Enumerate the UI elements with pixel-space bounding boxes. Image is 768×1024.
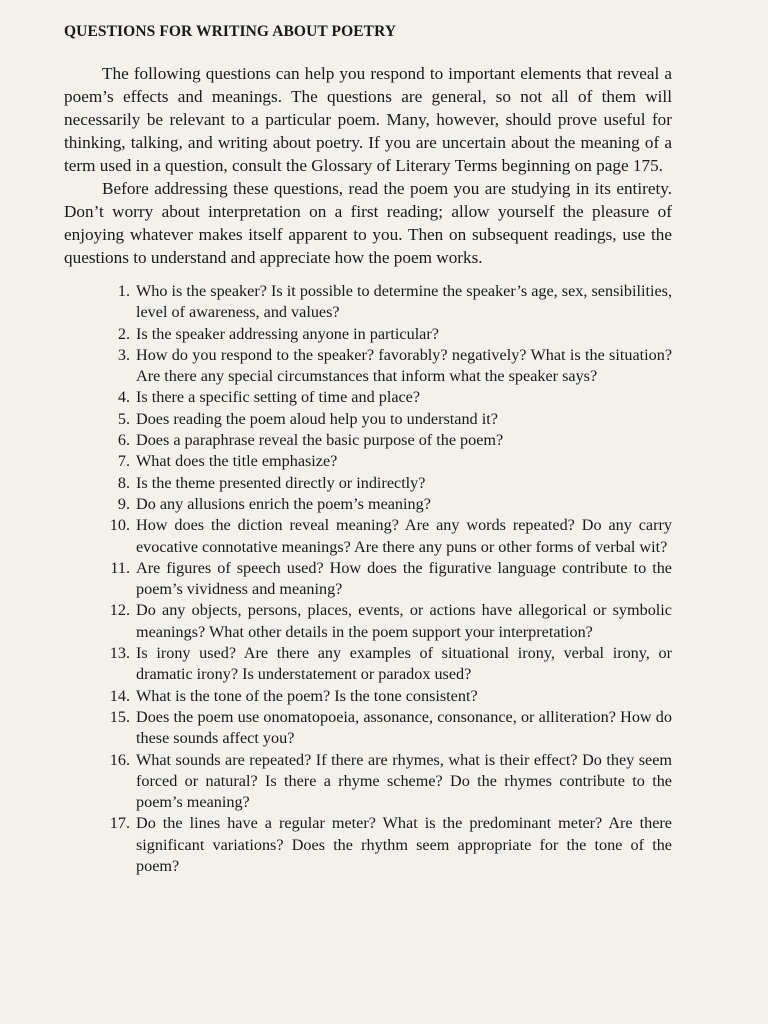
question-number: 17. — [109, 814, 130, 833]
question-number: 10. — [109, 516, 130, 535]
question-text: How does the diction reveal meaning? Are any words repeated? Do any carry evocative connotative meanings? Are there any puns or other forms of verbal wit? — [136, 516, 672, 556]
question-item — [64, 600, 672, 643]
question-text: Do the lines have a regular meter? What is the predominant meter? Are there significant variations? Does the rhythm seem appropriate for the tone of the poem? — [136, 814, 672, 876]
question-number: 1. — [117, 282, 130, 300]
question-item — [64, 750, 672, 814]
question-text: Is there a specific setting of time and place? — [136, 388, 421, 407]
question-text: Does the poem use onomatopoeia, assonance, consonance, or alliteration? How do these sounds affect you? — [136, 707, 672, 748]
question-number: 4. — [117, 388, 130, 407]
question-item — [64, 558, 672, 601]
question-item — [64, 324, 672, 345]
question-text: What sounds are repeated? If there are rhymes, what is their effect? Do they seem forced or natural? Is there a rhyme scheme? Do the rhymes contribute to the poem’s meaning? — [136, 750, 672, 812]
question-text: Are figures of speech used? How does the figurative language contribute to the poem’s vividness and meaning? — [136, 558, 672, 599]
question-text: Is the theme presented directly or indirectly? — [136, 473, 426, 492]
section-heading: QUESTIONS FOR WRITING ABOUT POETRY — [64, 23, 397, 40]
question-number: 13. — [109, 644, 130, 663]
question-number: 3. — [117, 345, 130, 364]
question-number: 12. — [109, 601, 130, 620]
question-item — [64, 686, 672, 707]
question-number: 11. — [110, 558, 130, 577]
question-text: How do you respond to the speaker? favorably? negatively? What is the situation? Are there any special circumstances that inform what the speaker says? — [136, 345, 672, 386]
question-text: Do any objects, persons, places, events, or actions have allegorical or symbolic meanings? What other details in the poem support your interpretation? — [136, 601, 672, 641]
question-number: 16. — [109, 750, 130, 769]
question-text: What does the title emphasize? — [136, 452, 338, 471]
question-number: 14. — [109, 686, 130, 705]
question-item — [64, 430, 672, 451]
instructions-paragraph: Before addressing these questions, read the poem you are studying in its entirety. Don’t worry about interpretation on a first reading; allow yourself the pleasure of enjoying whatever makes itself apparent to you. Then on subsequent readings, use the questions to understand and appreciate how the poem works. — [64, 179, 672, 267]
question-text: Is the speaker addressing anyone in particular? — [136, 324, 439, 343]
question-number: 15. — [109, 707, 130, 726]
question-item — [64, 643, 672, 686]
question-item — [64, 387, 672, 408]
question-item — [64, 707, 672, 750]
question-text: What is the tone of the poem? Is the tone consistent? — [136, 686, 478, 705]
question-item — [64, 473, 672, 494]
intro-paragraph: The following questions can help you respond to important elements that reveal a poem’s effects and meanings. The questions are general, so not all of them will necessarily be relevant to a particular poem. Many, however, should prove useful for thinking, talking, and writing about poetry. If you are uncertain about the meaning of a term used in a question, consult the Glossary of Literary Terms beginning on page 175. — [64, 64, 672, 175]
question-text: Does a paraphrase reveal the basic purpose of the poem? — [136, 431, 504, 450]
question-item — [64, 494, 672, 515]
question-number: 6. — [117, 431, 130, 450]
question-item — [64, 345, 672, 388]
question-text: Is irony used? Are there any examples of situational irony, verbal irony, or dramatic irony? Is understatement or paradox used? — [136, 644, 672, 684]
question-item — [64, 515, 672, 558]
question-number: 9. — [117, 494, 130, 513]
question-number: 5. — [117, 409, 130, 428]
question-item — [64, 409, 672, 430]
question-item — [64, 281, 672, 324]
question-item — [64, 451, 672, 472]
question-number: 2. — [117, 324, 130, 343]
question-number: 7. — [117, 452, 130, 471]
question-item — [64, 813, 672, 877]
question-text: Do any allusions enrich the poem’s meaning? — [136, 494, 431, 513]
question-text: Does reading the poem aloud help you to understand it? — [136, 409, 498, 428]
questions-list — [64, 281, 672, 877]
question-number: 8. — [117, 473, 130, 492]
question-text: Who is the speaker? Is it possible to determine the speaker’s age, sex, sensibilities, level of awareness, and values? — [136, 282, 672, 322]
